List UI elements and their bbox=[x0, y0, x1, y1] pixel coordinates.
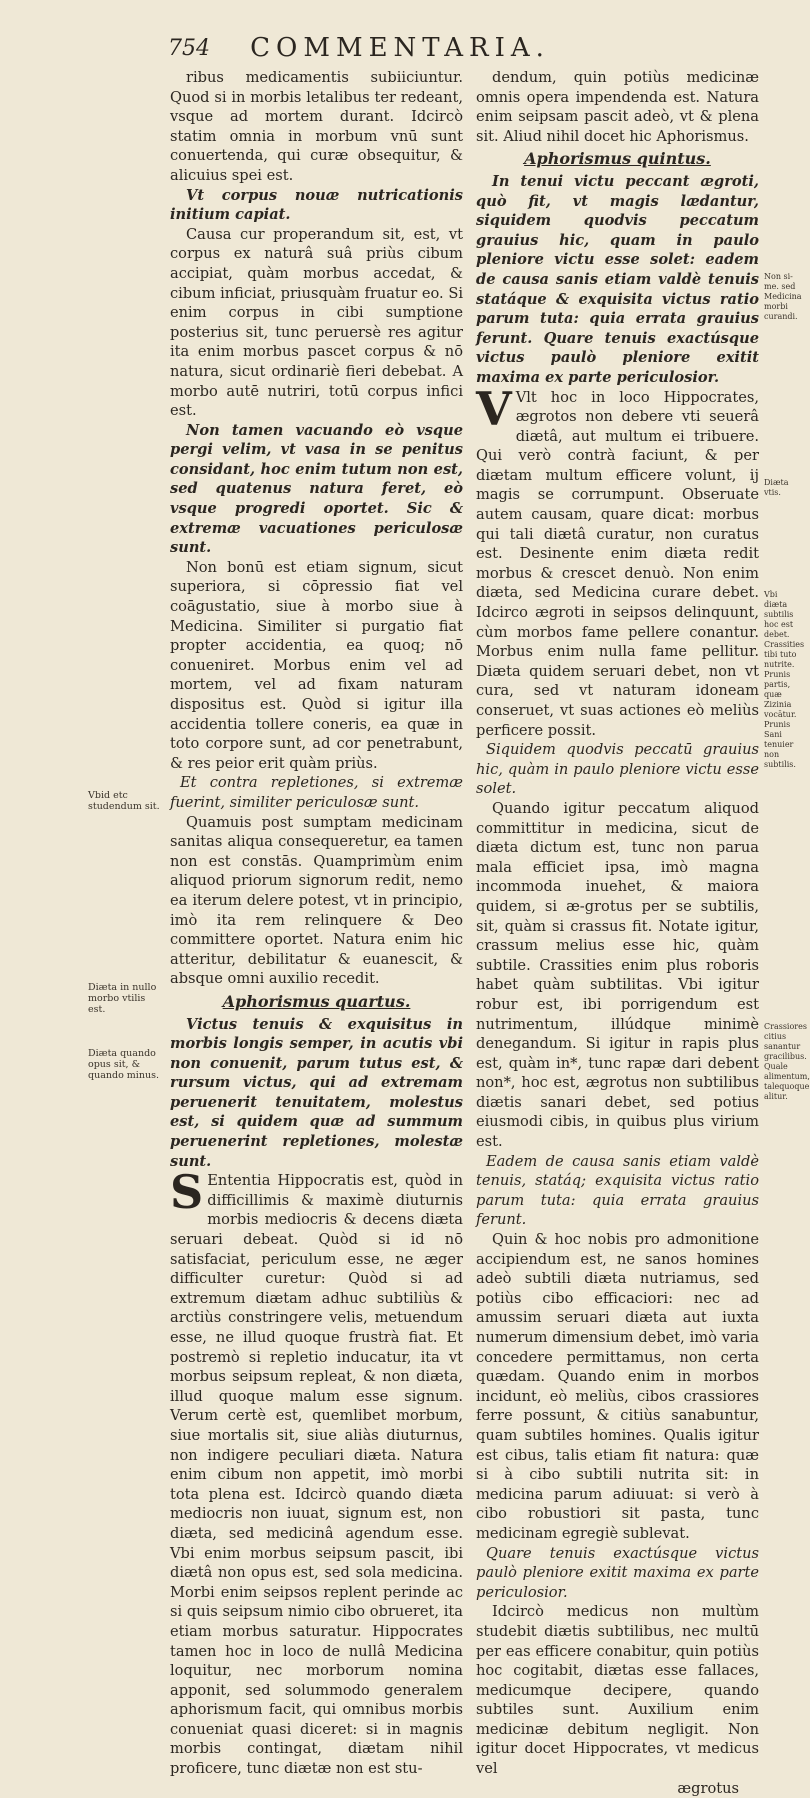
aphorism-lemma: Et contra repletiones, si extremæ fuerint, similiter periculosæ sunt. bbox=[170, 774, 463, 811]
margin-note-right: Crassiores citius sanantur gracilibus. Quale alimentum, talequoque alitur. bbox=[764, 1022, 810, 1101]
page-header bbox=[0, 0, 800, 70]
aphorism-title-text: Aphorismus quartus. bbox=[222, 991, 411, 1011]
drop-cap-initial: S bbox=[170, 1165, 204, 1220]
drop-cap-initial: V bbox=[476, 381, 512, 436]
margin-note-right: Non si-me. sed Medicina morbi curandi. bbox=[764, 272, 802, 321]
commentary-paragraph: Quamuis post sumptam medicinam sanitas aliqua consequeretur, ea tamen non est constās. Quamprimùm enim aliquod priorum signorum redit, nemo ea iterum delere potest, vt in principio, imò ita rem relinquere & Deo committere oportet. Natura enim hic atteritur, debilitatur & euanescit, & absque omni auxilio recedit. bbox=[170, 813, 463, 988]
commentary-paragraph: Quin & hoc nobis pro admonitione accipiendum est, ne sanos homines adeò subtili diæta nutriamus, sed potiùs cibo efficaciori: nec ad amussim seruari diæta aut iuxta numerum dimensium debet, imò varia concedere permittamus, non certa quædam. Quando enim in morbos incidunt, eò meliùs, cibos crassiores ferre possunt, & citiùs sanabuntur, quam subtiles homines. Qualis igitur est cibus, talis etiam fit natura: quæ si à cibo subtili nutrita sit: in medicina parum adiuuat: si verò à cibo robustiori sit pasta, tunc medicinam egregiè sublevat. bbox=[476, 1231, 759, 1542]
commentary-paragraph: Non bonū est etiam signum, sicut superiora, si cōpressio fiat vel coāgustatio, siue à morbo siue à Medicina. Similiter si purgatio fiat propter accidentia, ea quoq; nō conueniret. Morbus enim vel ad mortem, vel ad fixam naturam dispositus est. Quòd si igitur illa accidentia tollere coneris, ea quæ in toto corpore sunt, ad cor penetrabunt, & res peior erit quàm priùs. bbox=[170, 558, 463, 772]
commentary-paragraph bbox=[476, 381, 759, 741]
margin-note-right: Diæta vtis. bbox=[764, 478, 789, 497]
aphorism-lemma: Vt corpus nouæ nutricationis initium capiat. bbox=[170, 186, 463, 224]
commentary-paragraph bbox=[170, 1165, 463, 1778]
catchword: ægrotus bbox=[677, 1779, 739, 1797]
commentary-paragraph: dendum, quin potiùs medicinæ omnis opera impendenda est. Natura enim seipsam pascit adeò, vt & plena sit. Aliud nihil docet hic Aphorismus. bbox=[476, 69, 759, 145]
aphorism-lemma: Eadem de causa sanis etiam valdè tenuis, statáq; exquisita victus ratio parum tuta: quia errata grauius ferunt. bbox=[476, 1152, 759, 1229]
margin-note-left: Diæta quando opus sit, & quando minus. bbox=[88, 1048, 159, 1081]
aphorism-lemma: In tenui victu peccant ægroti, quò fit, vt magis lædantur, siquidem quodvis peccatum grauius hic, quam in paulo pleniore victu esse solet: eadem de causa sanis etiam valdè tenuis statáque & exquisita victus ratio parum tuta: quia errata grauius ferunt. Quare tenuis exactúsque victus paulò pleniore exitit maxima ex parte periculosior. bbox=[476, 172, 759, 386]
paragraph-text: Vlt hoc in loco Hippocrates, ægrotos non debere vti seuerâ diætâ, aut multum ei tribuere. Qui verò contrà faciunt, & per diætam multum efficere volunt, ij magis se corrumpunt. Obseruate autem causam, quare dicat: morbus qui tali diætâ curatur, non curatus est. Desinente enim diæta redit morbus & crescet denuò. Non enim diæta, sed Medicina curare debet. Idcirco ægroti in seipsos delinquunt, cùm morbos fame pellere conantur. Morbus enim nulla fame pellitur. Diæta quidem seruari debet, non vt cura, sed vt naturam idoneam conseruet, vt suas actiones eò meliùs perficere possit. bbox=[476, 388, 759, 739]
page-number: 754 bbox=[168, 36, 210, 61]
aphorism-lemma: Victus tenuis & exquisitus in morbis longis semper, in acutis vbi non conuenit, parum tutus est, & rursum victus, qui ad extremam peruenerit tenuitatem, molestus est, si quidem quæ ad summum peruenerint repletiones, molestæ sunt. bbox=[170, 1015, 463, 1170]
commentary-paragraph: Quando igitur peccatum aliquod committitur in medicina, sicut de diæta dictum est, tunc non parua mala efficiet ipsa, imò magna incommoda inuehet, & maiora quidem, si æ-grotus per se subtilis, sit, quàm si crassus fit. Notate igitur, crassum melius esse hic, quàm subtile. Crassities enim plus roboris habet quàm subtilitas. Vbi igitur robur est, ibi porrigendum est nutrimentum, illúdque minimè denegandum. Si igitur in rapis plus est, quàm in*, tunc rapæ dari debent non*, hoc est, ægrotus non subtilibus diætis sanari debet, sed potius eiusmodi cibis, in quibus plus virium est. bbox=[476, 799, 759, 1151]
aphorism-title bbox=[170, 992, 463, 1012]
right-column bbox=[476, 68, 759, 1798]
commentary-paragraph: ribus medicamentis subiiciuntur. Quod si in morbis letalibus ter redeant, vsque ad mortem durant. Idcircò statim omnia in morbum vnū sunt conuertenda, qui curæ obsequitur, & alicuius spei est. bbox=[170, 69, 463, 184]
commentary-paragraph: Causa cur properandum sit, est, vt corpus ex naturâ suâ priùs cibum accipiat, quàm morbus accedat, & cibum inficiat, priusquàm fruatur eo. Si enim corpus in cibi sumptione posterius sit, tunc peruersè res agitur ita enim morbus pascet corpus & nō natura, sicut ordinariè fieri debebat. A morbo autē nutriri, totū corpus infici est. bbox=[170, 225, 463, 420]
commentary-paragraph: Idcircò medicus non multùm studebit diætis subtilibus, nec multū per eas efficere conabitur, quin potiùs hoc cogitabit, diætas esse fallaces, medicumque decipere, quando subtiles sunt. Auxilium enim medicinæ debitum negligit. Non igitur docet Hippocrates, vt medicus vel bbox=[476, 1603, 759, 1778]
paragraph-text: Ententia Hippocratis est, quòd in difficillimis & maximè diuturnis morbis mediocris & decens diæta seruari debeat. Quòd si id nō satisfaciat, periculum esse, ne æger difficulter curetur: Quòd si ad extremum diætam adhuc subtiliùs & arctiùs constringere velis, metuendum esse, ne illud quoque frustrà fiat. Et postremò si repletio inducatur, ita vt morbus seipsum repleat, & non diæta, illud quoque malum esse signum. Verum certè est, quemlibet morbum, siue mortalis sit, siue aliàs diuturnus, non indigere peculiari diæta. Natura enim cibum non appetit, imò morbi tota plena est. Idcircò quando diæta mediocris non iuuat, signum est, non diæta, sed medicinâ agendum esse. Vbi enim morbus seipsum pascit, ibi diætâ non opus est, sed sola medicina. Morbi enim seipsos replent perinde ac si quis seipsum nimio cibo obrueret, ita etiam morbus saturatur. Hippocrates tamen hoc in loco de nullâ Medicina loquitur, nec morborum nomina apponit, sed solummodo generalem aphorismum facit, qui omnibus morbis conueniat quasi diceret: si in magnis morbis contingat, diætam nihil proficere, tunc diætæ non est stu- bbox=[170, 1172, 463, 1778]
aphorism-lemma: Quare tenuis exactúsque victus paulò pleniore exitit maxima ex parte periculosior. bbox=[476, 1544, 759, 1601]
margin-note-left: Diæta in nullo morbo vtilis est. bbox=[88, 982, 157, 1015]
margin-note-left: Vbid etc studendum sit. bbox=[88, 790, 160, 812]
aphorism-title-text: Aphorismus quintus. bbox=[524, 149, 711, 169]
margin-note-right: Vbi diæta subtilis hoc est debet. Crassities tibi tuto nutrite. Prunis partis, quæ Zizinia vocātur. Prunis Sani tenuier non subtilis. bbox=[764, 590, 805, 769]
left-column bbox=[170, 68, 463, 1779]
aphorism-lemma: Non tamen vacuando eò vsque pergi velim, vt vasa in se penitus considant, hoc enim tutum non est, sed quatenus natura feret, eò vsque progredi oportet. Sic & extremæ vacuationes periculosæ sunt. bbox=[170, 421, 463, 557]
running-head: COMMENTARIA. bbox=[250, 33, 550, 63]
aphorism-title bbox=[476, 149, 759, 169]
aphorism-lemma: Siquidem quodvis peccatū grauius hic, quàm in paulo pleniore victu esse solet. bbox=[476, 741, 759, 798]
